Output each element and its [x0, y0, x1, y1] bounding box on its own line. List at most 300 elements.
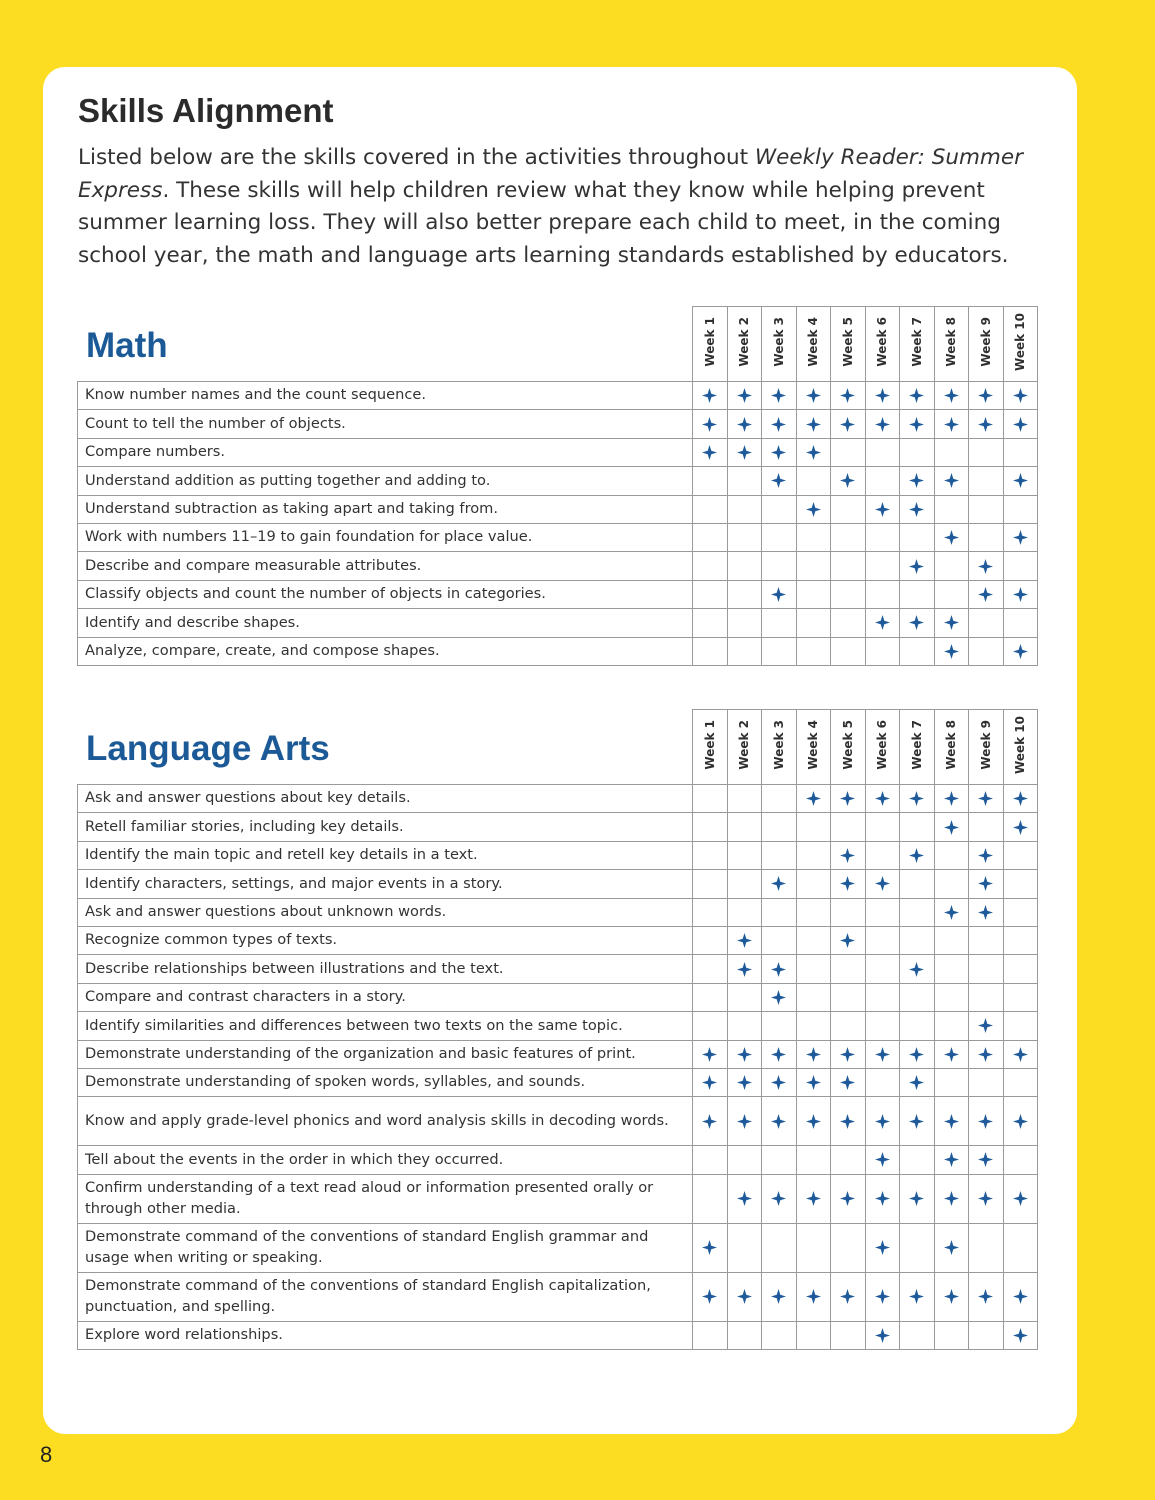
four-point-star-icon — [909, 1114, 924, 1129]
skill-row — [78, 870, 1038, 898]
week-cell — [900, 870, 935, 898]
week-cell — [831, 1068, 866, 1096]
skill-label: Identify characters, settings, and major events in a story. — [78, 870, 693, 898]
week-cell — [831, 637, 866, 665]
week-cell — [969, 1321, 1004, 1349]
week-cell — [934, 1272, 969, 1321]
week-cell — [831, 955, 866, 983]
week-cell — [969, 1012, 1004, 1040]
week-cell — [900, 467, 935, 495]
week-cell — [1003, 580, 1038, 608]
four-point-star-icon — [875, 502, 890, 517]
week-cell — [762, 955, 797, 983]
four-point-star-icon — [875, 1289, 890, 1304]
week-cell — [831, 1097, 866, 1146]
four-point-star-icon — [771, 876, 786, 891]
four-point-star-icon — [1013, 820, 1028, 835]
week-header — [900, 307, 935, 382]
week-cell — [969, 1068, 1004, 1096]
week-cell — [969, 785, 1004, 813]
week-header — [762, 307, 797, 382]
skill-row — [78, 552, 1038, 580]
week-cell — [762, 467, 797, 495]
week-label: Week 4 — [806, 720, 821, 770]
week-cell — [762, 495, 797, 523]
four-point-star-icon — [1013, 791, 1028, 806]
week-cell — [1003, 552, 1038, 580]
week-cell — [934, 983, 969, 1011]
week-cell — [727, 1146, 762, 1174]
week-cell — [727, 841, 762, 869]
week-cell — [1003, 926, 1038, 954]
skill-row — [78, 813, 1038, 841]
week-cell — [934, 523, 969, 551]
week-cell — [934, 1321, 969, 1349]
week-cell — [693, 983, 728, 1011]
four-point-star-icon — [737, 1191, 752, 1206]
week-cell — [796, 1321, 831, 1349]
four-point-star-icon — [702, 1114, 717, 1129]
skill-label: Retell familiar stories, including key details. — [78, 813, 693, 841]
week-cell — [1003, 1223, 1038, 1272]
four-point-star-icon — [909, 615, 924, 630]
week-header — [1003, 307, 1038, 382]
week-cell — [900, 785, 935, 813]
week-cell — [796, 1223, 831, 1272]
week-cell — [1003, 1012, 1038, 1040]
four-point-star-icon — [1013, 1191, 1028, 1206]
week-header — [831, 307, 866, 382]
four-point-star-icon — [840, 1114, 855, 1129]
skill-row — [78, 1068, 1038, 1096]
skill-label: Work with numbers 11–19 to gain foundation for place value. — [78, 523, 693, 551]
week-cell — [831, 898, 866, 926]
page-number: 8 — [40, 1442, 53, 1467]
four-point-star-icon — [978, 1191, 993, 1206]
week-cell — [727, 1321, 762, 1349]
week-cell — [831, 580, 866, 608]
week-cell — [693, 438, 728, 466]
week-cell — [831, 609, 866, 637]
week-cell — [796, 580, 831, 608]
skill-label: Describe and compare measurable attributes. — [78, 552, 693, 580]
week-cell — [727, 523, 762, 551]
four-point-star-icon — [875, 388, 890, 403]
week-cell — [693, 382, 728, 410]
week-header — [934, 307, 969, 382]
week-cell — [693, 609, 728, 637]
week-cell — [762, 1146, 797, 1174]
week-cell — [796, 523, 831, 551]
week-cell — [969, 410, 1004, 438]
four-point-star-icon — [806, 1075, 821, 1090]
skill-label: Demonstrate command of the conventions of standard English grammar and usage when writing or speaking. — [78, 1223, 693, 1272]
week-cell — [796, 813, 831, 841]
four-point-star-icon — [771, 1114, 786, 1129]
skill-label: Demonstrate understanding of the organization and basic features of print. — [78, 1040, 693, 1068]
week-cell — [693, 785, 728, 813]
four-point-star-icon — [840, 933, 855, 948]
four-point-star-icon — [806, 445, 821, 460]
week-cell — [727, 552, 762, 580]
week-cell — [796, 898, 831, 926]
week-cell — [934, 1097, 969, 1146]
week-cell — [900, 1097, 935, 1146]
week-cell — [969, 841, 1004, 869]
four-point-star-icon — [944, 530, 959, 545]
week-cell — [1003, 438, 1038, 466]
week-cell — [831, 926, 866, 954]
four-point-star-icon — [909, 1047, 924, 1062]
week-cell — [796, 552, 831, 580]
four-point-star-icon — [840, 848, 855, 863]
skill-row — [78, 1272, 1038, 1321]
week-cell — [762, 1272, 797, 1321]
week-label: Week 9 — [978, 317, 993, 367]
week-cell — [969, 637, 1004, 665]
week-cell — [900, 926, 935, 954]
week-cell — [865, 382, 900, 410]
skill-row — [78, 382, 1038, 410]
week-cell — [900, 1321, 935, 1349]
four-point-star-icon — [1013, 1328, 1028, 1343]
week-cell — [693, 410, 728, 438]
skill-row — [78, 841, 1038, 869]
week-header — [969, 307, 1004, 382]
skill-row — [78, 955, 1038, 983]
week-cell — [865, 637, 900, 665]
week-label: Week 4 — [806, 317, 821, 367]
four-point-star-icon — [771, 587, 786, 602]
week-cell — [900, 523, 935, 551]
four-point-star-icon — [944, 905, 959, 920]
week-cell — [1003, 637, 1038, 665]
week-label: Week 10 — [1013, 716, 1028, 774]
week-cell — [831, 467, 866, 495]
skill-label: Count to tell the number of objects. — [78, 410, 693, 438]
week-cell — [727, 1097, 762, 1146]
four-point-star-icon — [702, 1075, 717, 1090]
week-cell — [900, 410, 935, 438]
week-cell — [796, 870, 831, 898]
four-point-star-icon — [771, 473, 786, 488]
week-cell — [1003, 467, 1038, 495]
week-cell — [865, 1146, 900, 1174]
week-cell — [969, 898, 1004, 926]
four-point-star-icon — [909, 388, 924, 403]
week-cell — [762, 1223, 797, 1272]
four-point-star-icon — [875, 876, 890, 891]
week-cell — [693, 580, 728, 608]
week-cell — [693, 1040, 728, 1068]
four-point-star-icon — [944, 820, 959, 835]
week-cell — [796, 1272, 831, 1321]
four-point-star-icon — [909, 559, 924, 574]
week-cell — [727, 926, 762, 954]
skill-row — [78, 637, 1038, 665]
week-cell — [762, 637, 797, 665]
week-cell — [693, 1146, 728, 1174]
week-cell — [969, 1040, 1004, 1068]
week-cell — [831, 495, 866, 523]
skill-label: Know and apply grade-level phonics and word analysis skills in decoding words. — [78, 1097, 693, 1146]
skill-label: Compare numbers. — [78, 438, 693, 466]
week-label: Week 5 — [840, 317, 855, 367]
week-cell — [796, 637, 831, 665]
week-cell — [693, 813, 728, 841]
week-cell — [796, 841, 831, 869]
week-cell — [693, 1321, 728, 1349]
week-cell — [762, 382, 797, 410]
week-cell — [727, 410, 762, 438]
four-point-star-icon — [875, 1114, 890, 1129]
skill-row — [78, 1012, 1038, 1040]
week-cell — [1003, 1097, 1038, 1146]
week-cell — [900, 637, 935, 665]
week-cell — [969, 1146, 1004, 1174]
four-point-star-icon — [978, 848, 993, 863]
skill-row — [78, 926, 1038, 954]
week-cell — [900, 1272, 935, 1321]
four-point-star-icon — [806, 388, 821, 403]
week-cell — [1003, 1174, 1038, 1223]
week-cell — [969, 870, 1004, 898]
skill-row — [78, 785, 1038, 813]
week-cell — [796, 1068, 831, 1096]
week-cell — [831, 1040, 866, 1068]
four-point-star-icon — [771, 1191, 786, 1206]
week-cell — [762, 609, 797, 637]
week-cell — [969, 813, 1004, 841]
week-label: Week 6 — [875, 317, 890, 367]
week-cell — [762, 983, 797, 1011]
week-cell — [865, 1223, 900, 1272]
week-header — [831, 710, 866, 785]
week-cell — [900, 1223, 935, 1272]
week-cell — [693, 523, 728, 551]
week-cell — [934, 870, 969, 898]
week-cell — [969, 955, 1004, 983]
week-header — [693, 710, 728, 785]
week-cell — [727, 1223, 762, 1272]
week-cell — [831, 983, 866, 1011]
week-cell — [969, 552, 1004, 580]
week-cell — [934, 467, 969, 495]
four-point-star-icon — [1013, 1047, 1028, 1062]
week-cell — [831, 1272, 866, 1321]
week-cell — [831, 785, 866, 813]
week-cell — [865, 1040, 900, 1068]
skill-label: Ask and answer questions about key details. — [78, 785, 693, 813]
week-cell — [762, 841, 797, 869]
week-header — [762, 710, 797, 785]
four-point-star-icon — [737, 1047, 752, 1062]
week-cell — [900, 1146, 935, 1174]
week-cell — [934, 410, 969, 438]
week-label: Week 5 — [840, 720, 855, 770]
week-cell — [727, 1012, 762, 1040]
week-header — [865, 710, 900, 785]
four-point-star-icon — [840, 1289, 855, 1304]
four-point-star-icon — [909, 502, 924, 517]
week-cell — [796, 495, 831, 523]
four-point-star-icon — [909, 1191, 924, 1206]
week-cell — [865, 813, 900, 841]
week-cell — [969, 523, 1004, 551]
week-cell — [762, 1012, 797, 1040]
week-cell — [934, 495, 969, 523]
week-cell — [762, 1097, 797, 1146]
week-label: Week 3 — [771, 720, 786, 770]
week-cell — [934, 637, 969, 665]
week-cell — [865, 841, 900, 869]
skill-label: Understand addition as putting together and adding to. — [78, 467, 693, 495]
week-cell — [762, 410, 797, 438]
week-cell — [796, 609, 831, 637]
four-point-star-icon — [771, 417, 786, 432]
four-point-star-icon — [737, 962, 752, 977]
skill-row — [78, 609, 1038, 637]
four-point-star-icon — [771, 962, 786, 977]
four-point-star-icon — [978, 417, 993, 432]
four-point-star-icon — [1013, 530, 1028, 545]
four-point-star-icon — [875, 417, 890, 432]
week-cell — [934, 1012, 969, 1040]
skill-row — [78, 1223, 1038, 1272]
skill-label: Recognize common types of texts. — [78, 926, 693, 954]
week-cell — [796, 1040, 831, 1068]
week-cell — [934, 1146, 969, 1174]
four-point-star-icon — [771, 1075, 786, 1090]
week-header — [900, 710, 935, 785]
four-point-star-icon — [875, 1152, 890, 1167]
language-arts-section-title: Language Arts — [86, 729, 330, 768]
intro-paragraph — [78, 142, 1038, 272]
skill-row — [78, 898, 1038, 926]
week-cell — [969, 1223, 1004, 1272]
week-cell — [693, 1174, 728, 1223]
skill-label: Ask and answer questions about unknown words. — [78, 898, 693, 926]
four-point-star-icon — [944, 644, 959, 659]
four-point-star-icon — [978, 388, 993, 403]
week-label: Week 9 — [978, 720, 993, 770]
week-cell — [796, 382, 831, 410]
week-cell — [865, 438, 900, 466]
week-cell — [727, 609, 762, 637]
week-header — [1003, 710, 1038, 785]
week-cell — [969, 1097, 1004, 1146]
week-cell — [831, 523, 866, 551]
week-cell — [900, 1040, 935, 1068]
week-header — [727, 307, 762, 382]
week-cell — [900, 552, 935, 580]
week-cell — [865, 870, 900, 898]
header-spacer — [78, 307, 693, 382]
four-point-star-icon — [702, 1289, 717, 1304]
week-cell — [831, 410, 866, 438]
week-header — [796, 307, 831, 382]
week-cell — [900, 580, 935, 608]
week-cell — [865, 955, 900, 983]
week-cell — [693, 926, 728, 954]
four-point-star-icon — [702, 1240, 717, 1255]
week-cell — [934, 1174, 969, 1223]
week-cell — [831, 1146, 866, 1174]
skill-row — [78, 1097, 1038, 1146]
week-cell — [1003, 382, 1038, 410]
math-skills-table — [77, 306, 1038, 666]
week-cell — [934, 1223, 969, 1272]
language-arts-skills-table — [77, 709, 1038, 1350]
four-point-star-icon — [1013, 1289, 1028, 1304]
week-cell — [727, 785, 762, 813]
four-point-star-icon — [806, 791, 821, 806]
four-point-star-icon — [737, 1114, 752, 1129]
week-cell — [934, 926, 969, 954]
week-cell — [1003, 813, 1038, 841]
week-cell — [1003, 841, 1038, 869]
week-header — [934, 710, 969, 785]
skill-row — [78, 580, 1038, 608]
four-point-star-icon — [737, 445, 752, 460]
week-cell — [934, 609, 969, 637]
week-cell — [865, 523, 900, 551]
week-cell — [762, 1040, 797, 1068]
week-label: Week 3 — [771, 317, 786, 367]
week-cell — [831, 1012, 866, 1040]
week-cell — [762, 580, 797, 608]
week-cell — [693, 637, 728, 665]
four-point-star-icon — [840, 1075, 855, 1090]
four-point-star-icon — [737, 417, 752, 432]
week-cell — [969, 926, 1004, 954]
four-point-star-icon — [944, 615, 959, 630]
four-point-star-icon — [978, 1047, 993, 1062]
book-title: Weekly Reader: Summer Express — [78, 145, 1023, 203]
week-cell — [1003, 1272, 1038, 1321]
week-cell — [934, 955, 969, 983]
week-cell — [900, 955, 935, 983]
week-label: Week 8 — [944, 317, 959, 367]
week-cell — [900, 1068, 935, 1096]
week-cell — [934, 438, 969, 466]
week-cell — [727, 870, 762, 898]
week-cell — [693, 1068, 728, 1096]
week-cell — [1003, 1146, 1038, 1174]
week-cell — [969, 438, 1004, 466]
four-point-star-icon — [840, 1191, 855, 1206]
four-point-star-icon — [875, 615, 890, 630]
four-point-star-icon — [944, 1289, 959, 1304]
week-cell — [934, 382, 969, 410]
skill-label: Compare and contrast characters in a story. — [78, 983, 693, 1011]
week-cell — [934, 841, 969, 869]
week-cell — [1003, 1321, 1038, 1349]
week-cell — [762, 926, 797, 954]
skill-label: Tell about the events in the order in which they occurred. — [78, 1146, 693, 1174]
week-cell — [762, 552, 797, 580]
skill-row — [78, 495, 1038, 523]
week-cell — [1003, 1068, 1038, 1096]
week-cell — [727, 955, 762, 983]
week-cell — [1003, 983, 1038, 1011]
week-header — [693, 307, 728, 382]
week-cell — [727, 1174, 762, 1223]
week-label: Week 1 — [702, 720, 717, 770]
week-cell — [934, 898, 969, 926]
four-point-star-icon — [806, 417, 821, 432]
four-point-star-icon — [978, 905, 993, 920]
